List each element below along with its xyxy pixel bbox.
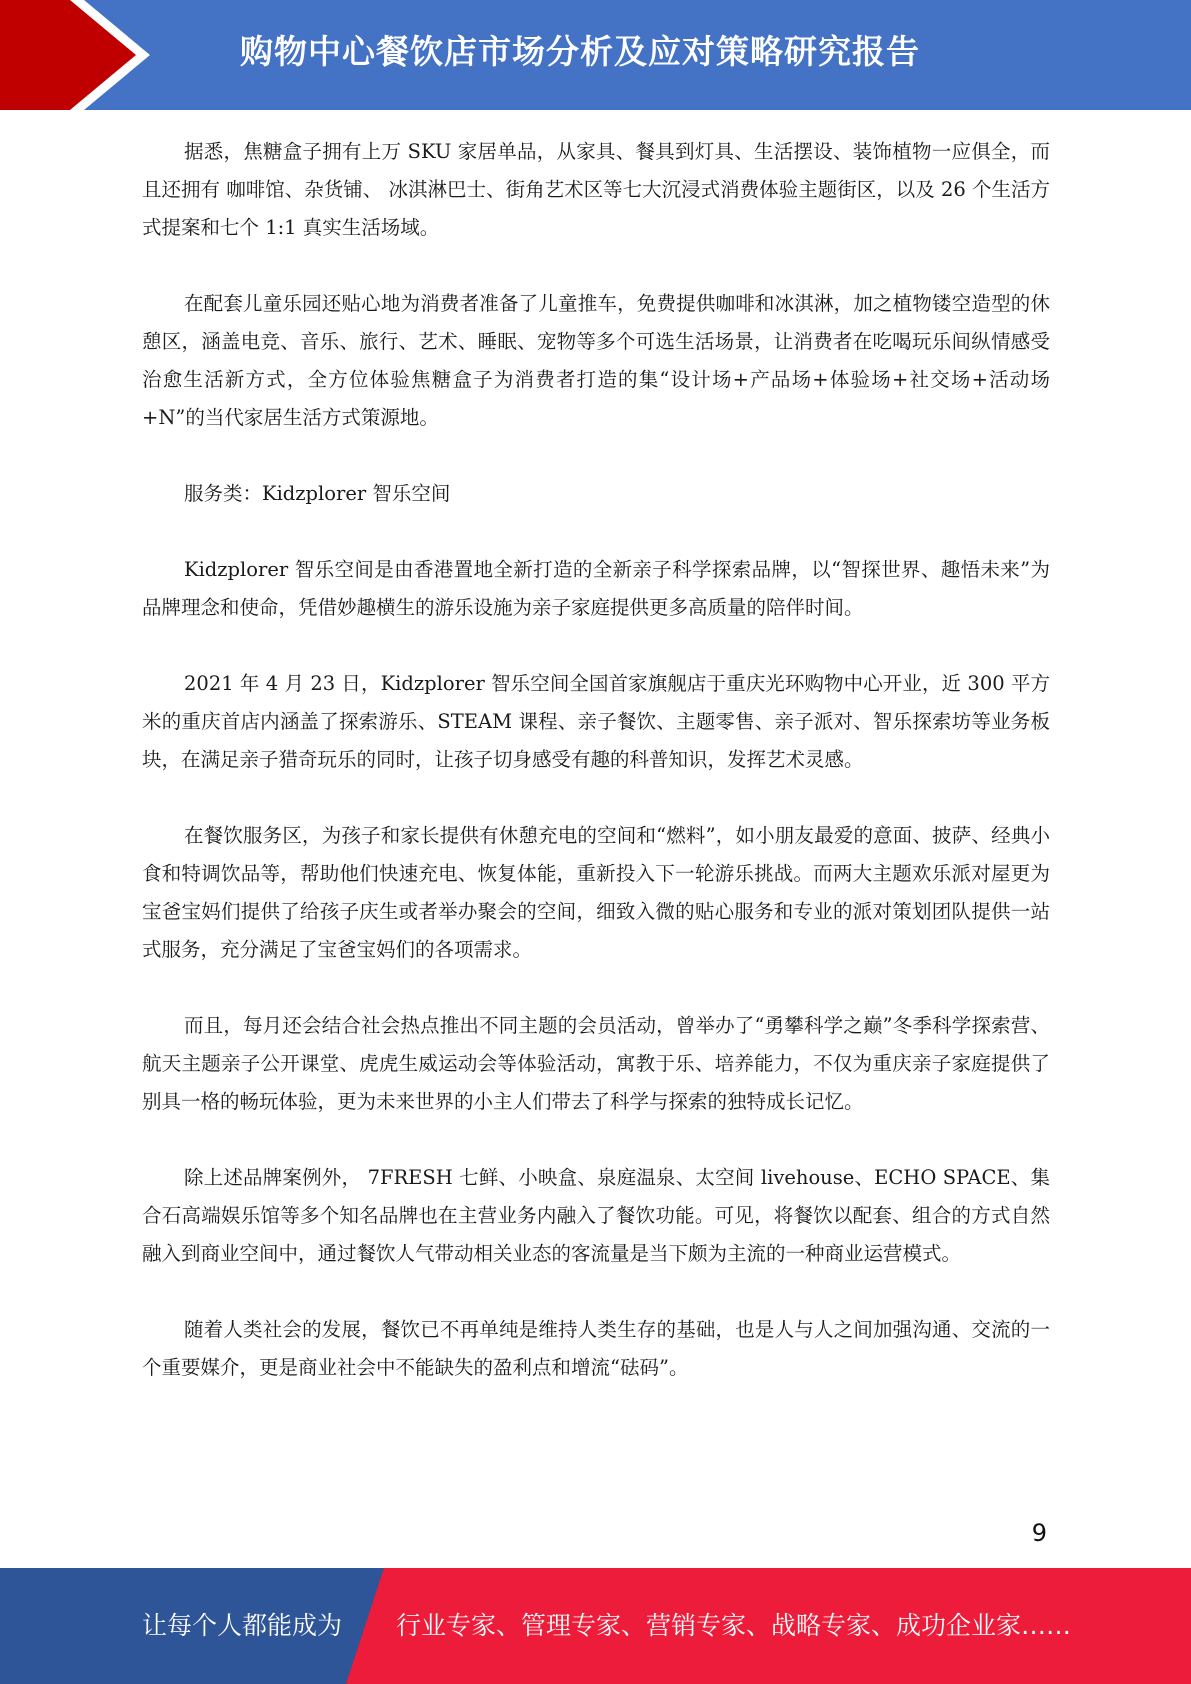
paragraph: Kidzplorer 智乐空间是由香港置地全新打造的全新亲子科学探索品牌，以“智探世界、趣悟未来”为品牌理念和使命，凭借妙趣横生的游乐设施为亲子家庭提供更多高质量的陪伴时间。 [142,558,1050,619]
paragraph: 2021 年 4 月 23 日，Kidzplorer 智乐空间全国首家旗舰店于重庆光环购物中心开业，近 300 平方米的重庆首店内涵盖了探索游乐、STEAM 课程、亲子餐饮、主题零售、亲子派对、智乐探索坊等业务板块，在满足亲子猎奇玩乐的同时，让孩子切身感受有趣的科普知识，发挥艺术灵感。 [142,672,1050,771]
paragraph: 除上述品牌案例外， 7FRESH 七鲜、小映盒、泉庭温泉、太空间 livehouse、ECHO SPACE、集合石高端娱乐馆等多个知名品牌也在主营业务内融入了餐饮功能。可见，将餐饮以配套、组合的方式自然融入到商业空间中，通过餐饮人气带动相关业态的客流量是当下颇为主流的一种商业运营模式。 [142,1166,1050,1265]
paragraph: 在餐饮服务区，为孩子和家长提供有休憩充电的空间和“燃料”，如小朋友最爱的意面、披萨、经典小食和特调饮品等，帮助他们快速充电、恢复体能，重新投入下一轮游乐挑战。而两大主题欢乐派对屋更为宝爸宝妈们提供了给孩子庆生或者举办聚会的空间，细致入微的贴心服务和专业的派对策划团队提供一站式服务，充分满足了宝爸宝妈们的各项需求。 [142,824,1050,961]
header-arrow-red [0,0,136,110]
header-arrow-decoration [0,0,160,110]
document-body [142,133,1050,1425]
footer-slogan-right: 行业专家、管理专家、营销专家、战略专家、成功企业家…… [396,1611,1072,1640]
report-title: 购物中心餐饮店市场分析及应对策略研究报告 [240,32,920,71]
paragraph: 随着人类社会的发展，餐饮已不再单纯是维持人类生存的基础，也是人与人之间加强沟通、交流的一个重要媒介，更是商业社会中不能缺失的盈利点和增流“砝码”。 [142,1318,1050,1379]
footer-banner [0,1568,1191,1684]
paragraph: 在配套儿童乐园还贴心地为消费者准备了儿童推车，免费提供咖啡和冰淇淋，加之植物镂空造型的休憩区，涵盖电竞、音乐、旅行、艺术、睡眠、宠物等多个可选生活场景，让消费者在吃喝玩乐间纵情感受治愈生活新方式，全方位体验焦糖盒子为消费者打造的集“设计场+产品场+体验场+社交场+活动场+N”的当代家居生活方式策源地。 [142,292,1050,429]
paragraph: 据悉，焦糖盒子拥有上万 SKU 家居单品，从家具、餐具到灯具、生活摆设、装饰植物一应俱全，而且还拥有 咖啡馆、杂货铺、 冰淇淋巴士、街角艺术区等七大沉浸式消费体验主题街区，以及 26 个生活方式提案和七个 1:1 真实生活场域。 [142,140,1050,239]
section-subheading: 服务类：Kidzplorer 智乐空间 [184,482,451,505]
footer-slogan-left: 让每个人都能成为 [142,1611,343,1640]
header-banner [0,0,1191,110]
page-number: 9 [1031,1519,1047,1547]
paragraph: 而且，每月还会结合社会热点推出不同主题的会员活动，曾举办了“勇攀科学之巅”冬季科学探索营、航天主题亲子公开课堂、虎虎生威运动会等体验活动，寓教于乐、培养能力，不仅为重庆亲子家庭提供了别具一格的畅玩体验，更为未来世界的小主人们带去了科学与探索的独特成长记忆。 [142,1014,1050,1113]
